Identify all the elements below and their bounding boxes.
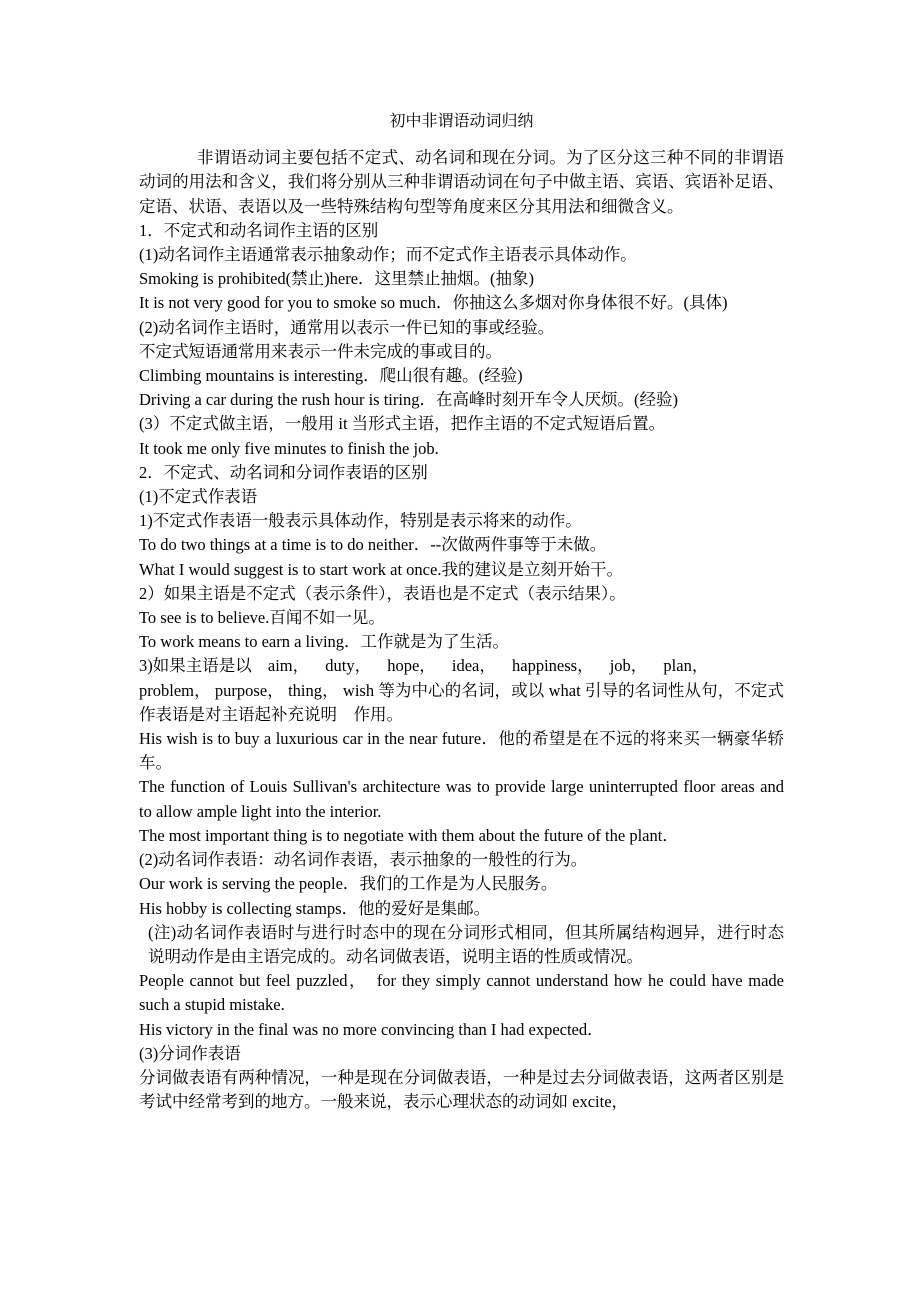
example-sentence: His victory in the final was no more convincing than I had expected． [139, 1019, 604, 1039]
document-page [139, 110, 784, 1114]
text-line: 3)如果主语是以 aim， duty， hope， idea， happiness， job， plan， [139, 656, 709, 676]
text-line: (1)动名词作主语通常表示抽象动作；而不定式作主语表示具体动作。 [139, 245, 637, 265]
text-line: 2）如果主语是不定式（表示条件），表语也是不定式（表示结果）。 [139, 583, 626, 603]
example-sentence: Driving a car during the rush hour is tiring．在高峰时刻开车令人厌烦。(经验) [139, 390, 678, 410]
example-sentence: What I would suggest is to start work at once.我的建议是立刻开始干。 [139, 559, 623, 579]
example-sentence: To see is to believe.百闻不如一见。 [139, 608, 385, 628]
text-line: problem， purpose， thing， wish 等为中心的名词，或以 what 引导的名词性从句，不定式作表语是对主语起补充说明 作用。 [139, 680, 784, 724]
intro-paragraph: 非谓语动词主要包括不定式、动名词和现在分词。为了区分这三种不同的非谓语动词的用法和含义，我们将分别从三种非谓语动词在句子中做主语、宾语、宾语补足语、定语、状语、表语以及一些特殊结构句型等角度来区分其用法和细微含义。 [139, 148, 784, 216]
section-heading-2: 2．不定式、动名词和分词作表语的区别 [139, 462, 428, 482]
subheading: (3)分词作表语 [139, 1043, 241, 1063]
example-sentence: The function of Louis Sullivan's architecture was to provide large uninterrupted floor areas and to allow ample light into the interior. [139, 777, 784, 821]
subheading: (1)不定式作表语 [139, 487, 258, 507]
example-sentence: His hobby is collecting stamps．他的爱好是集邮。 [139, 898, 491, 918]
text-line: (2)动名词作主语时，通常用以表示一件已知的事或经验。 [139, 317, 555, 337]
example-sentence: His wish is to buy a luxurious car in the near future．他的希望是在不远的将来买一辆豪华轿车。 [139, 729, 784, 773]
note-paragraph: (注)动名词作表语时与进行时态中的现在分词形式相同，但其所属结构迥异，进行时态说明动作是由主语完成的。动名词做表语，说明主语的性质或情况。 [148, 922, 784, 966]
text-line: 1)不定式作表语一般表示具体动作，特别是表示将来的动作。 [139, 511, 582, 531]
text-line: 分词做表语有两种情况，一种是现在分词做表语，一种是过去分词做表语，这两者区别是考试中经常考到的地方。一般来说，表示心理状态的动词如 excite， [139, 1067, 784, 1112]
example-sentence: Our work is serving the people．我们的工作是为人民服务。 [139, 874, 558, 894]
document-title: 初中非谓语动词归纳 [389, 113, 534, 130]
example-sentence: Climbing mountains is interesting．爬山很有趣。(经验) [139, 366, 523, 386]
example-sentence: People cannot but feel puzzled， for they simply cannot understand how he could have made such a stupid mistake. [139, 971, 784, 1015]
section-heading-1: 1．不定式和动名词作主语的区别 [139, 220, 379, 240]
example-sentence: The most important thing is to negotiate with them about the future of the plant． [139, 825, 679, 845]
subheading: (2)动名词作表语：动名词作表语，表示抽象的一般性的行为。 [139, 850, 588, 870]
example-sentence: To work means to earn a living．工作就是为了生活。 [139, 632, 510, 652]
example-sentence: To do two things at a time is to do neither．--次做两件事等于未做。 [139, 535, 607, 555]
text-line: (3）不定式做主语，一般用 it 当形式主语，把作主语的不定式短语后置。 [139, 414, 666, 434]
example-sentence: It took me only five minutes to finish the job. [139, 438, 439, 458]
example-sentence: Smoking is prohibited(禁止)here．这里禁止抽烟。(抽象) [139, 269, 535, 289]
example-sentence: It is not very good for you to smoke so much．你抽这么多烟对你身体很不好。(具体) [139, 293, 728, 313]
text-line: 不定式短语通常用来表示一件未完成的事或目的。 [139, 341, 502, 361]
